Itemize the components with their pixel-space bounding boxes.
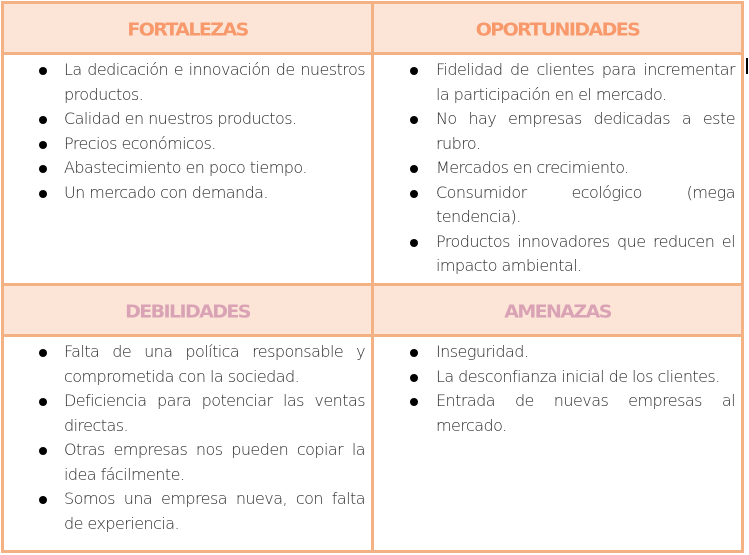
- list-item: La desconfianza inicial de los clientes.: [374, 365, 735, 390]
- list-item: La dedicación e innovación de nuestros productos.: [4, 58, 365, 107]
- list-item: Precios económicos.: [4, 132, 365, 157]
- bullet-icon: [410, 116, 418, 124]
- list-item: Mercados en crecimiento.: [374, 156, 735, 181]
- body-row-bottom: [3, 336, 743, 552]
- oportunidades-header: [373, 3, 743, 54]
- oportunidades-title: OPORTUNIDADES: [475, 19, 640, 41]
- list-item: Un mercado con demanda.: [4, 181, 365, 206]
- oportunidades-list: [374, 55, 741, 279]
- text-cursor-mark: [746, 58, 748, 74]
- amenazas-header: [373, 285, 743, 336]
- bullet-icon: [410, 190, 418, 198]
- bullet-icon: [39, 141, 47, 149]
- list-item: Calidad en nuestros productos.: [4, 107, 365, 132]
- bullet-icon: [39, 398, 47, 406]
- bullet-icon: [39, 116, 47, 124]
- debilidades-header: [3, 285, 373, 336]
- oportunidades-cell: [373, 54, 743, 285]
- amenazas-title: AMENAZAS: [504, 301, 611, 323]
- fortalezas-header: [3, 3, 373, 54]
- bullet-icon: [39, 496, 47, 504]
- bullet-icon: [410, 374, 418, 382]
- amenazas-list: [374, 337, 741, 438]
- header-row-top: [3, 3, 743, 54]
- bullet-icon: [39, 67, 47, 75]
- bullet-icon: [410, 239, 418, 247]
- bullet-icon: [410, 349, 418, 357]
- bullet-icon: [39, 447, 47, 455]
- bullet-icon: [410, 165, 418, 173]
- list-item: Entrada de nuevas empresas al mercado.: [374, 389, 735, 438]
- debilidades-title: DEBILIDADES: [125, 301, 250, 323]
- list-item: Inseguridad.: [374, 340, 735, 365]
- bullet-icon: [39, 165, 47, 173]
- list-item: Fidelidad de clientes para incrementar la participación en el mercado.: [374, 58, 735, 107]
- bullet-icon: [39, 190, 47, 198]
- bullet-icon: [39, 349, 47, 357]
- list-item: Otras empresas nos pueden copiar la idea fácilmente.: [4, 438, 365, 487]
- list-item: Deficiencia para potenciar las ventas directas.: [4, 389, 365, 438]
- amenazas-cell: [373, 336, 743, 552]
- debilidades-cell: [3, 336, 373, 552]
- list-item: Productos innovadores que reducen el impacto ambiental.: [374, 230, 735, 279]
- header-row-bottom: [3, 285, 743, 336]
- list-item: Somos una empresa nueva, con falta de experiencia.: [4, 487, 365, 536]
- list-item: Falta de una política responsable y comprometida con la sociedad.: [4, 340, 365, 389]
- list-item: No hay empresas dedicadas a este rubro.: [374, 107, 735, 156]
- body-row-top: [3, 54, 743, 285]
- debilidades-list: [4, 337, 371, 536]
- bullet-icon: [410, 67, 418, 75]
- fortalezas-list: [4, 55, 371, 205]
- list-item: Abastecimiento en poco tiempo.: [4, 156, 365, 181]
- swot-table: [1, 1, 744, 553]
- bullet-icon: [410, 398, 418, 406]
- fortalezas-cell: [3, 54, 373, 285]
- fortalezas-title: FORTALEZAS: [127, 19, 248, 41]
- list-item: Consumidor ecológico (mega tendencia).: [374, 181, 735, 230]
